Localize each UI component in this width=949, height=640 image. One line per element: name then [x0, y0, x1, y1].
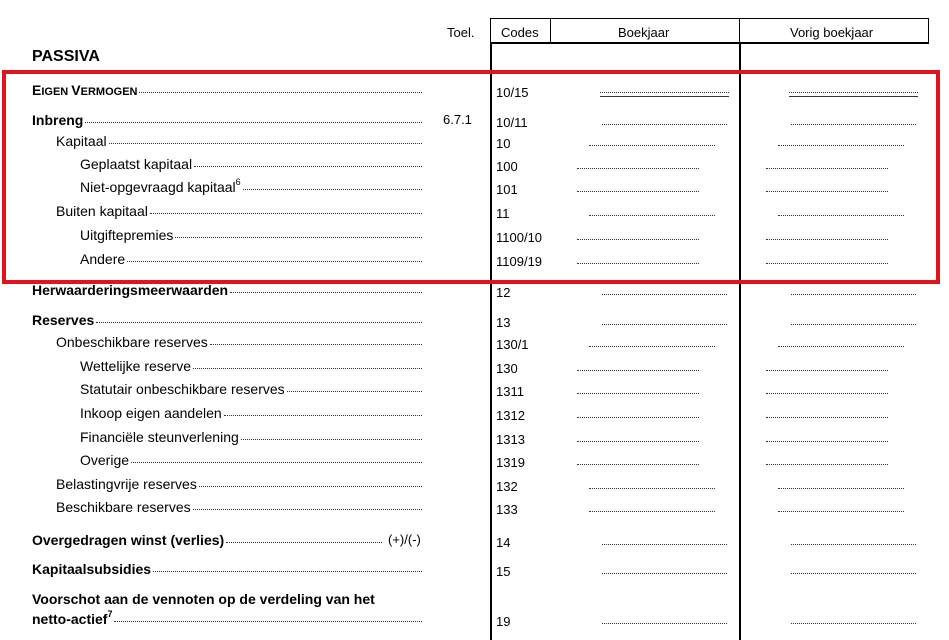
row-kapitaalsubsidies [0, 561, 949, 581]
row-label-text: Geplaatst kapitaal [80, 156, 193, 172]
leader-dots [210, 332, 422, 345]
row-code: 10/15 [496, 85, 529, 100]
vorig-boekjaar-value-field[interactable] [766, 370, 888, 371]
vorig-boekjaar-value-field[interactable] [766, 441, 888, 442]
label-main: netto-actief [32, 611, 108, 627]
voorschot-label-line1: Voorschot aan de vennoten op de verdeling van het [32, 591, 375, 607]
row-label-text: Inbreng [32, 112, 84, 128]
label-main: Niet-opgevraagd kapitaal [80, 179, 236, 195]
row-code: 1109/19 [496, 254, 543, 269]
boekjaar-value-field[interactable] [602, 544, 727, 545]
highlight-box [2, 70, 940, 284]
boekjaar-value-field[interactable] [589, 346, 715, 347]
vorig-boekjaar-value-field[interactable] [766, 417, 888, 418]
row-label-text: Overgedragen winst (verlies) [32, 532, 225, 548]
boekjaar-value-field[interactable] [602, 294, 727, 295]
row-label [56, 499, 422, 515]
header-codes: Codes [501, 25, 539, 40]
row-herwaarderingsmeerwaarden [0, 282, 949, 302]
cap-rest-b: ERMOGEN [80, 86, 138, 98]
header-bottom-line [490, 42, 929, 44]
row-label-text: Onbeschikbare reserves [56, 334, 208, 350]
row-label-text: Herwaarderingsmeerwaarden [32, 282, 229, 298]
boekjaar-value-field[interactable] [577, 441, 699, 442]
row-financiele-steunverlening [0, 429, 949, 449]
leader-dots [153, 559, 422, 572]
leader-dots [96, 310, 422, 323]
leader-dots [224, 403, 422, 416]
row-label-text: Beschikbare reserves [56, 499, 191, 515]
row-label [32, 611, 422, 627]
row-code: 1311 [496, 384, 524, 399]
header-top-line [490, 18, 929, 19]
row-code: 12 [496, 285, 511, 300]
row-reserves [0, 312, 949, 332]
row-code: 1319 [496, 455, 525, 470]
row-label-text: Kapitaalsubsidies [32, 561, 152, 577]
footnote-marker: 7 [107, 609, 113, 620]
cap-v: V [71, 82, 81, 98]
header-boekjaar: Boekjaar [618, 25, 670, 40]
row-label [80, 452, 422, 468]
row-onbeschikbare-reserves [0, 334, 949, 354]
row-voorschot [0, 611, 949, 631]
row-label [80, 358, 422, 374]
row-code: 14 [496, 535, 511, 550]
boekjaar-value-field[interactable] [602, 324, 727, 325]
vorig-boekjaar-value-field[interactable] [778, 488, 904, 489]
leader-dots [241, 427, 422, 440]
row-sign: (+)/(-) [388, 532, 421, 547]
row-belastingvrije-reserves [0, 476, 949, 496]
vorig-boekjaar-value-field[interactable] [778, 511, 904, 512]
row-code: 130/1 [496, 337, 529, 352]
vorig-boekjaar-value-field[interactable] [766, 464, 888, 465]
section-title: PASSIVA [32, 48, 100, 65]
boekjaar-value-field[interactable] [589, 488, 715, 489]
row-wettelijke-reserve [0, 358, 949, 378]
row-label [80, 381, 422, 397]
row-note: 6.7.1 [443, 112, 472, 127]
row-beschikbare-reserves [0, 499, 949, 519]
boekjaar-value-field[interactable] [602, 623, 727, 624]
row-label-text: Wettelijke reserve [80, 358, 192, 374]
row-code: 1313 [496, 432, 525, 447]
row-code: 1100/10 [496, 230, 543, 245]
codes-right-border [550, 18, 551, 42]
boekjaar-value-field[interactable] [577, 417, 699, 418]
row-overgedragen-winst [0, 532, 949, 552]
leader-dots [226, 530, 382, 543]
row-inkoop-eigen-aandelen [0, 405, 949, 425]
row-label-text: Andere [80, 251, 126, 267]
table-right-border [928, 18, 929, 42]
header-vorig-boekjaar: Vorig boekjaar [790, 25, 874, 40]
boekjaar-value-field[interactable] [577, 464, 699, 465]
row-label [32, 532, 382, 548]
row-label-text: Kapitaal [56, 133, 107, 149]
leader-dots [287, 379, 422, 392]
row-label-text: Reserves [32, 312, 95, 328]
row-label [56, 476, 422, 492]
row-label-text: Statutair onbeschikbare reserves [80, 381, 285, 397]
vorig-boekjaar-value-field[interactable] [791, 294, 916, 295]
row-label-text: Overige [80, 452, 130, 468]
boekjaar-value-field[interactable] [577, 393, 699, 394]
row-overige [0, 452, 949, 472]
cap-e: E [32, 82, 42, 98]
leader-dots [199, 474, 422, 487]
row-label [56, 334, 422, 350]
row-code: 132 [496, 479, 518, 494]
row-code: 10/11 [496, 115, 528, 130]
leader-dots [193, 356, 422, 369]
vorig-boekjaar-value-field[interactable] [766, 393, 888, 394]
boekjaar-value-field[interactable] [577, 370, 699, 371]
row-code: 130 [496, 361, 518, 376]
row-label [80, 405, 422, 421]
boekjaar-value-field[interactable] [589, 511, 715, 512]
vorig-boekjaar-value-field[interactable] [791, 623, 916, 624]
row-label-text [32, 611, 112, 627]
vorig-boekjaar-value-field[interactable] [791, 544, 916, 545]
row-label-text: Buiten kapitaal [56, 203, 148, 219]
row-label [32, 561, 422, 577]
row-label-text: Uitgiftepremies [80, 227, 174, 243]
vorig-boekjaar-value-field[interactable] [791, 324, 916, 325]
row-code: 133 [496, 502, 518, 517]
leader-dots [193, 497, 422, 510]
leader-dots [114, 609, 422, 622]
header-toel: Toel. [447, 25, 475, 40]
row-label [32, 282, 422, 298]
vorig-boekjaar-value-field[interactable] [791, 573, 916, 574]
leader-dots [131, 450, 422, 463]
row-label-text: Financiële steunverlening [80, 429, 239, 445]
row-code: 100 [496, 159, 518, 174]
row-code: 1312 [496, 408, 525, 423]
row-code: 15 [496, 564, 511, 579]
footnote-marker: 6 [235, 177, 241, 188]
row-code: 19 [496, 614, 511, 629]
row-code: 11 [496, 206, 510, 221]
row-code: 10 [496, 136, 511, 151]
row-label [32, 312, 422, 328]
vorig-boekjaar-value-field[interactable] [778, 346, 904, 347]
row-code: 101 [496, 182, 518, 197]
row-statutair-onbeschikbare-reserves [0, 381, 949, 401]
row-code: 13 [496, 315, 511, 330]
row-label-text: Belastingvrije reserves [56, 476, 197, 492]
boekjaar-value-field[interactable] [602, 573, 727, 574]
row-label [80, 429, 422, 445]
row-label-text: Inkoop eigen aandelen [80, 405, 222, 421]
cap-rest-a: IGEN [41, 86, 72, 98]
